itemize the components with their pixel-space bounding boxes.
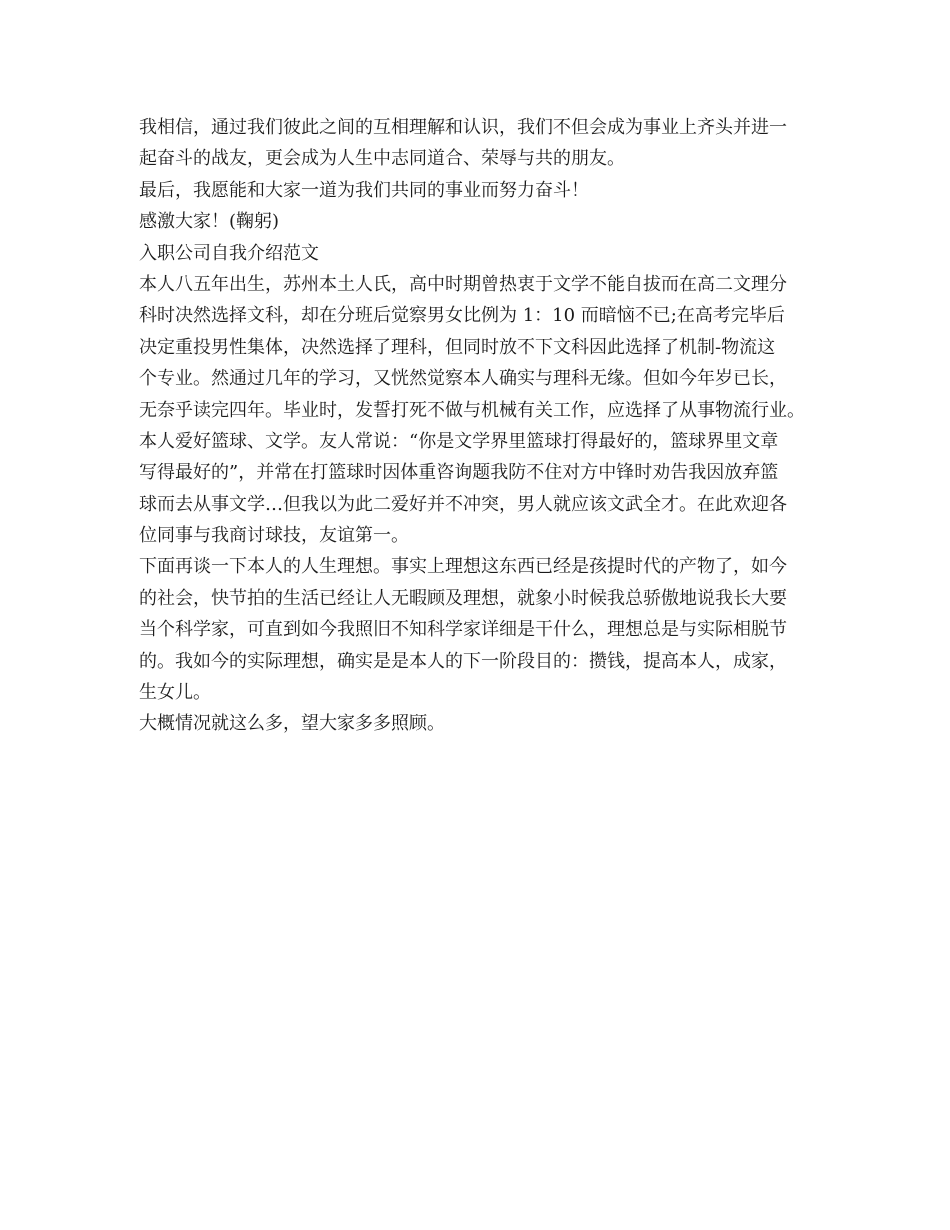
text-line: 下面再谈一下本人的人生理想。事实上理想这东西已经是孩提时代的产物了，如今: [139, 556, 787, 578]
text-line: 写得最好的”，并常在打篮球时因体重咨询题我防不住对方中锋时劝告我因放弃篮: [139, 462, 779, 484]
document-body: [139, 112, 819, 740]
text-line: 生女儿。: [139, 682, 211, 704]
text-line: 最后，我愿能和大家一道为我们共同的事业而努力奋斗！: [139, 179, 589, 201]
text-line: 的。我如今的实际理想，确实是是本人的下一阶段目的：攒钱，提高本人，成家，: [139, 650, 787, 672]
text-line: 我相信，通过我们彼此之间的互相理解和认识，我们不但会成为事业上齐头并进一: [139, 117, 787, 138]
text-line: 大概情况就这么多，望大家多多照顾。: [139, 713, 445, 735]
section-heading: 入职公司自我介绍范文: [139, 242, 319, 264]
text-line: 本人爱好篮球、文学。友人常说：“你是文学界里篮球打得最好的，篮球界里文章: [139, 430, 779, 452]
text-line: 位同事与我商讨球技，友谊第一。: [139, 525, 409, 547]
text-line: 起奋斗的战友，更会成为人生中志同道合、荣辱与共的朋友。: [139, 148, 625, 170]
text-line: 无奈乎读完四年。毕业时，发誓打死不做与机械有关工作，应选择了从事物流行业。: [139, 399, 805, 421]
text-line: 决定重投男性集体，决然选择了理科，但同时放不下文科因此选择了机制-物流这: [139, 336, 776, 358]
text-line: 感激大家！(鞠躬): [139, 211, 280, 233]
text-line: 当个科学家，可直到如今我照旧不知科学家详细是干什么，理想总是与实际相脱节: [139, 619, 787, 641]
text-line: 个专业。然通过几年的学习，又恍然觉察本人确实与理科无缘。但如今年岁已长，: [139, 368, 787, 390]
text-line: 的社会，快节拍的生活已经让人无暇顾及理想，就象小时候我总骄傲地说我长大要: [139, 587, 787, 609]
text-line: 科时决然选择文科，却在分班后觉察男女比例为 1：10 而暗恼不已;在高考完毕后: [139, 305, 785, 327]
text-line: 球而去从事文学…但我以为此二爱好并不冲突，男人就应该文武全才。在此欢迎各: [139, 493, 787, 515]
text-line: 本人八五年出生，苏州本土人氏，高中时期曾热衷于文学不能自拔而在高二文理分: [139, 273, 787, 295]
